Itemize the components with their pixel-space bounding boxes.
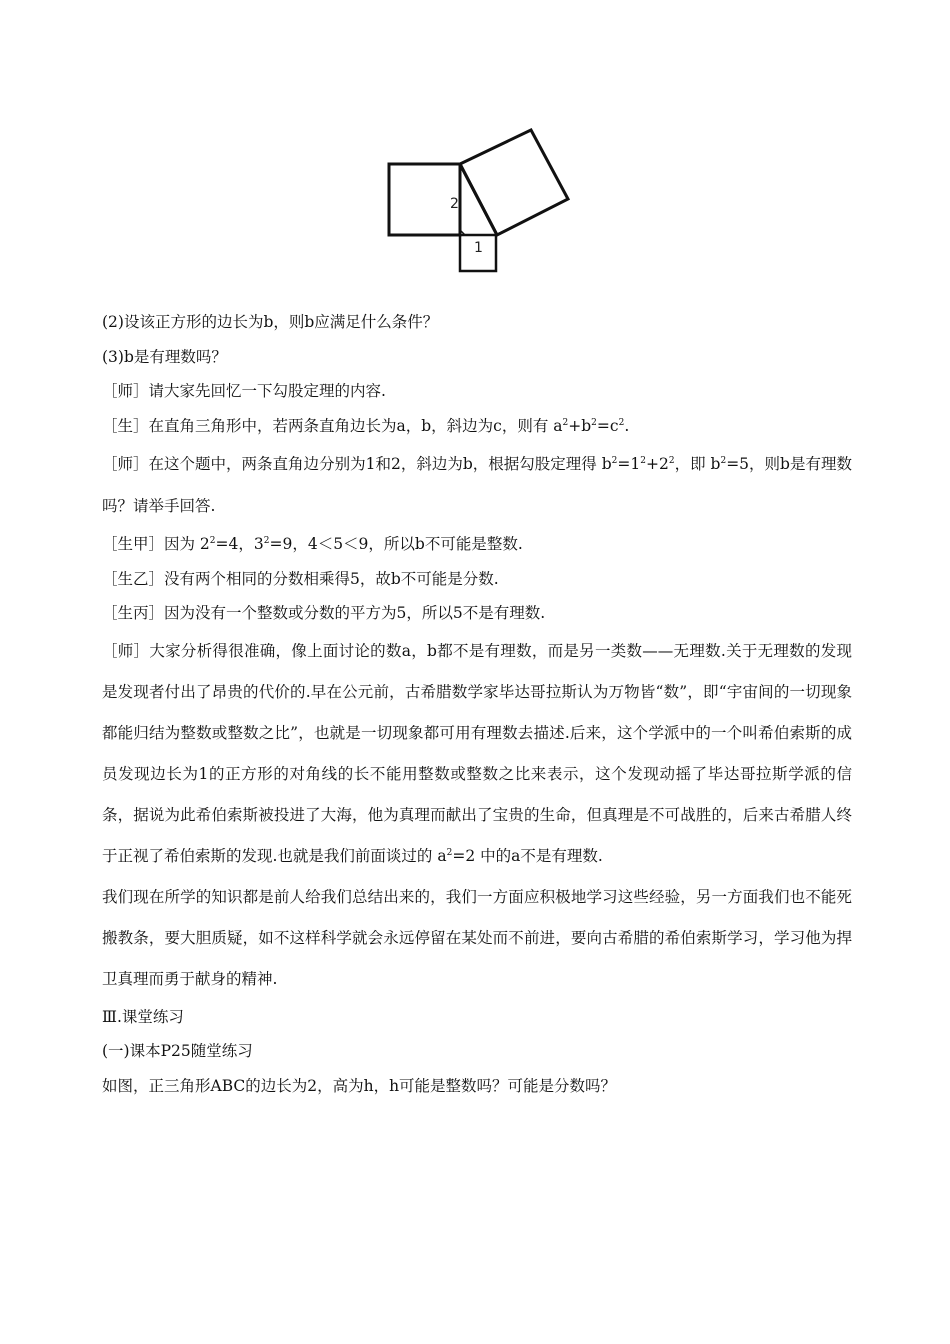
text-run: ［师］在这个题中，两条直角边分别为1和2，斜边为b，根据勾股定理得 b bbox=[102, 455, 612, 473]
teacher-line-3 bbox=[102, 631, 852, 877]
text-run: =1 bbox=[617, 455, 641, 473]
student-b-line: ［生乙］没有两个相同的分数相乘得5，故b不可能是分数. bbox=[102, 569, 499, 588]
exponent: 2 bbox=[209, 536, 216, 546]
text-run: ［生］在直角三角形中，若两条直角边长为a，b，斜边为c，则有 a bbox=[102, 416, 563, 435]
text-run: +2 bbox=[645, 455, 669, 473]
teacher-line-2 bbox=[102, 443, 852, 527]
student-line-pythagoras bbox=[102, 409, 852, 444]
text-run: +b bbox=[568, 416, 592, 435]
text-run: =c bbox=[596, 416, 619, 435]
subsection-heading: (一)课本P25随堂练习 bbox=[102, 1042, 253, 1060]
exponent: 2 bbox=[263, 536, 270, 546]
exponent: 2 bbox=[668, 456, 675, 466]
text-run: . bbox=[624, 416, 630, 435]
exponent: 2 bbox=[640, 456, 646, 466]
section-heading: Ⅲ.课堂练习 bbox=[102, 1007, 184, 1026]
student-c-line: ［生丙］因为没有一个整数或分数的平方为5，所以5不是有理数. bbox=[102, 604, 546, 622]
hypotenuse bbox=[460, 164, 497, 235]
knowledge-paragraph: 我们现在所学的知识都是前人给我们总结出来的，我们一方面应积极地学习这些经验，另一方面我们也不能死搬教条，要大胆质疑，如不这样科学就会永远停留在某处而不前进，要向古希腊的希伯索斯学习，学习他为捍卫真理而勇于献身的精神. bbox=[102, 887, 852, 988]
exponent: 2 bbox=[562, 417, 569, 428]
text-run: =4，3 bbox=[215, 535, 264, 553]
exponent: 2 bbox=[446, 847, 453, 858]
text-run: ［师］大家分析得很准确，像上面讨论的数a，b都不是有理数，而是另一类数——无理数.关于无理数的发现是发现者付出了昂贵的代价的.早在公元前，古希腊数学家毕达哥拉斯认为万物皆“数”，即“宇宙间的一切现象都能归结为整数或整数之比”，也就是一切现象都可用有理数去描述.后来，这个学派中的一个叫希伯索斯的成员发现边长为1的正方形的对角线的长不能用整数或整数之比来表示，这个发现动摇了毕达哥拉斯学派的信条，据说为此希伯索斯被投进了大海，他为真理而献出了宝贵的生命，但真理是不可战胜的，后来古希腊人终于正视了希伯索斯的发现.也就是我们前面谈过的 a bbox=[102, 641, 852, 865]
question-3: (3)b是有理数吗？ bbox=[102, 347, 227, 366]
text-run: =9，4＜5＜9，所以b不可能是整数. bbox=[269, 535, 523, 553]
exponent: 2 bbox=[611, 456, 618, 466]
exponent: 2 bbox=[618, 417, 625, 428]
text-run: =5，则b是有理数吗？请举手回答. bbox=[102, 455, 852, 515]
exponent: 2 bbox=[720, 456, 727, 466]
question-2: (2)设该正方形的边长为b，则b应满足什么条件？ bbox=[102, 313, 439, 331]
teacher-line-1: ［师］请大家先回忆一下勾股定理的内容. bbox=[102, 382, 386, 400]
text-run: ［生甲］因为 2 bbox=[102, 535, 210, 553]
figure-svg bbox=[380, 122, 580, 282]
exercise-question: 如图，正三角形ABC的边长为2，高为h，h可能是整数吗？可能是分数吗？ bbox=[102, 1076, 617, 1095]
pythagorean-squares-figure bbox=[380, 122, 580, 282]
text-run: ，即 b bbox=[674, 455, 721, 473]
text-run: =2 中的a不是有理数. bbox=[452, 846, 603, 865]
exponent: 2 bbox=[591, 417, 597, 428]
student-a-line bbox=[102, 527, 852, 562]
document-body bbox=[102, 305, 852, 1103]
leg-label-2: 2 bbox=[450, 196, 459, 212]
square-on-hypotenuse bbox=[460, 130, 568, 235]
leg-label-1: 1 bbox=[474, 240, 483, 256]
